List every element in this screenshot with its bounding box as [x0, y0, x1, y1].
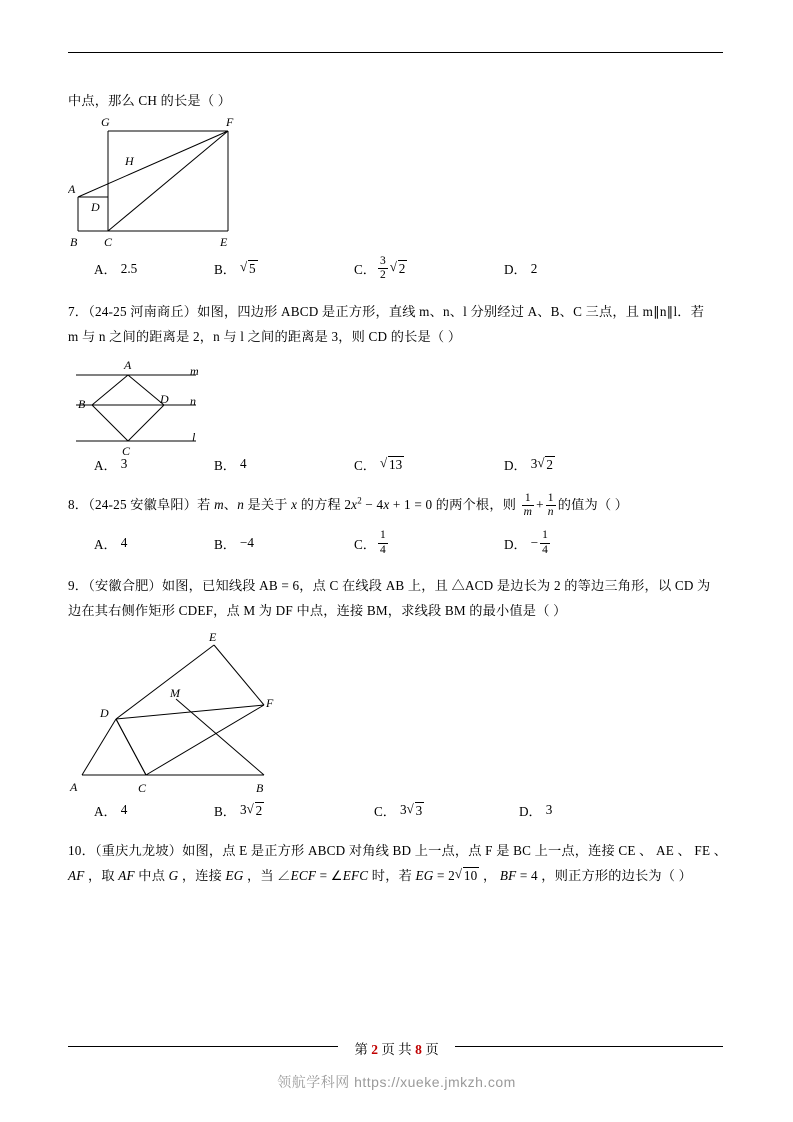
question-8-text-1: （24-25 安徽阜阳）若 m、n 是关于 x 的方程 $2x^2 - 4x + 1 = 0$ 的两个根，则	[88, 495, 520, 512]
option-d-value: 3	[545, 802, 553, 818]
fraction-1-over-n: $\frac{1}{n}$	[547, 491, 554, 519]
svg-text:B: B	[256, 780, 264, 795]
option-a-value: 4	[120, 535, 128, 551]
question-6-tail: 中点，那么 CH 的长是（ ）	[68, 93, 232, 108]
option-d-fraction	[540, 529, 550, 556]
option-d[interactable]	[504, 529, 624, 556]
option-c-sqrt	[407, 802, 425, 819]
option-b-coef: 3	[239, 802, 247, 818]
svg-text:A: A	[68, 182, 76, 197]
option-c-sqrt: √ 2	[390, 260, 408, 277]
question-7-figure	[68, 353, 728, 463]
option-b-key: B．	[214, 457, 236, 473]
option-b[interactable]	[214, 529, 354, 556]
option-b-key: B．	[214, 262, 236, 278]
option-d-minus: −	[530, 535, 539, 551]
option-a-key: A．	[94, 803, 117, 819]
option-a-value: 4	[120, 802, 128, 818]
option-a-value: 2.5	[120, 260, 138, 276]
question-6-figure	[68, 113, 728, 261]
svg-text:B: B	[78, 396, 86, 411]
option-c-sqrt: √ 13	[380, 456, 404, 473]
q10-seg-af: AF	[68, 868, 85, 884]
option-a[interactable]	[68, 529, 214, 556]
option-a-value: 3	[120, 456, 128, 472]
question-9-line-1	[68, 573, 728, 598]
option-c[interactable]	[354, 529, 504, 556]
option-c-fraction: $\frac{3}{2}$	[379, 255, 386, 282]
option-d-key: D．	[504, 536, 527, 552]
question-7-line-2: m 与 n 之间的距离是 2，n 与 l 之间的距离是 3，则 CD 的长是（ ）	[68, 328, 462, 344]
svg-text:M: M	[170, 685, 180, 700]
question-7-text-1: （24-25 河南商丘）如图，四边形 ABCD 是正方形，直线 m、n、l 分别经过 A、B、C 三点，且 m∥n∥l．若	[88, 303, 705, 319]
question-8-options	[68, 529, 728, 556]
option-c-key: C．	[374, 803, 396, 819]
svg-text:E: E	[209, 629, 217, 644]
footer-prefix: 第	[354, 1042, 368, 1057]
question-7-number: 7．	[68, 303, 89, 319]
svg-text:A: A	[70, 779, 78, 794]
option-a-key: A．	[94, 536, 117, 552]
svg-text:F: F	[226, 115, 234, 130]
option-c-radicand: 3	[415, 802, 423, 818]
svg-text:B: B	[70, 235, 78, 250]
svg-text:n: n	[190, 393, 196, 408]
option-b-key: B．	[214, 803, 236, 819]
option-c-denominator: 4	[379, 543, 386, 556]
header-divider	[68, 52, 723, 53]
option-c-key: C．	[354, 457, 376, 473]
option-d-sqrt	[537, 456, 555, 473]
question-9-figure	[68, 627, 728, 807]
option-d-value: 2	[530, 260, 538, 276]
footer-total-pages: 8	[415, 1042, 422, 1057]
question-8-number: 8．	[68, 496, 89, 512]
option-c-key: C．	[354, 536, 376, 552]
svg-text:F: F	[266, 695, 274, 710]
option-a-key: A．	[94, 262, 117, 278]
option-a-key: A．	[94, 457, 117, 473]
question-9-line-2: 边在其右侧作矩形 CDEF，点 M 为 DF 中点，连接 BM，求线段 BM 的最小值是（ ）	[68, 602, 567, 618]
page-content	[68, 88, 728, 888]
svg-text:H: H	[125, 154, 134, 169]
svg-text:D: D	[100, 705, 109, 720]
svg-text:D: D	[91, 200, 100, 215]
svg-text:D: D	[160, 391, 169, 406]
question-10-number: 10．	[68, 842, 95, 858]
option-c-fraction	[378, 529, 388, 556]
footer-middle: 页 共	[381, 1042, 412, 1057]
page-footer	[0, 1038, 793, 1058]
option-d-denominator: 4	[542, 543, 548, 556]
question-9-text-1: （安徽合肥）如图，已知线段 AB = 6，点 C 在线段 AB 上，且 △ACD 是边长为 2 的等边三角形，以 CD 为	[88, 577, 711, 593]
option-d-radicand: 2	[546, 456, 553, 472]
svg-text:E: E	[220, 235, 228, 250]
option-b-value: −4	[239, 535, 255, 551]
option-d-key: D．	[504, 262, 527, 278]
watermark: 领航学科网 https://xueke.jmkzh.com	[277, 1074, 516, 1090]
option-b-value: √ 5	[240, 260, 258, 277]
option-d-coef: 3	[530, 456, 538, 472]
question-7-line-1	[68, 299, 728, 324]
option-c-key: C．	[354, 262, 376, 278]
option-b-radicand: 2	[255, 802, 263, 818]
svg-text:C: C	[122, 443, 131, 458]
question-8-line-1: 8．（24-25 安徽阜阳）若 m、n 是关于 x 的方程 $2x^2 - 4x + 1 = 0$ 的两个根，则 $\frac{1}{m}$ + $\frac{1}{n}$ 的值为（ ）	[68, 491, 629, 519]
question-9-number: 9．	[68, 577, 89, 593]
footer-suffix: 页	[425, 1042, 439, 1057]
option-d-numerator: 1	[540, 529, 550, 543]
question-10-line-2: AF ，取 AF 中点 G ，连接 EG ，当 ∠ECF = ∠EFC 时，若 EG = 2 √ 10 ， BF = 4 ，则正方形的边长为（ ）	[68, 863, 728, 888]
svg-text:m: m	[190, 363, 199, 378]
svg-text:C: C	[104, 235, 113, 250]
svg-text:G: G	[101, 115, 110, 130]
question-10-line-1	[68, 838, 728, 863]
footer-page-number: 2	[371, 1042, 378, 1057]
svg-text:C: C	[138, 780, 147, 795]
option-b-value: 4	[239, 456, 247, 472]
fraction-1-over-m: $\frac{1}{m}$	[523, 491, 533, 519]
option-d-key: D．	[504, 457, 527, 473]
question-10-text-1: （重庆九龙坡）如图，点 E 是正方形 ABCD 对角线 BD 上一点，点 F 是 BC 上一点，连接 CE 、 AE 、 FE 、	[94, 842, 728, 858]
svg-text:A: A	[124, 357, 132, 372]
option-b-key: B．	[214, 536, 236, 552]
option-c-numerator: 1	[378, 529, 388, 543]
option-b-sqrt	[247, 802, 265, 819]
svg-text:l: l	[192, 429, 196, 444]
option-d-key: D．	[519, 803, 542, 819]
option-c-coef: 3	[399, 802, 407, 818]
